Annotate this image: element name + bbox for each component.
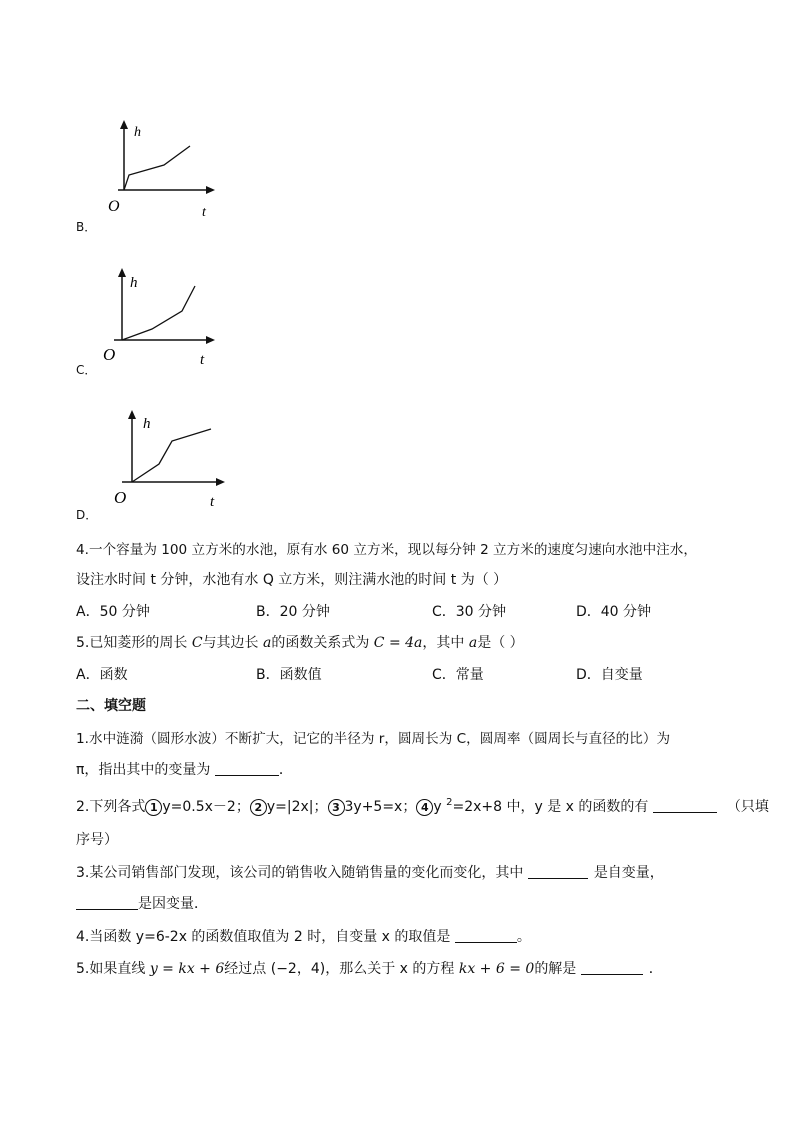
option-letter-b: B． [76,220,97,234]
answer-blank[interactable] [581,960,643,975]
fill-q2-line1 [76,796,769,816]
circled-number-4: 4 [416,799,433,816]
answer-blank[interactable] [76,895,138,910]
q5-formula: C = 4a [373,635,423,651]
fill-q5-mid2: 的解是 [534,961,581,977]
fill-q4-text: 4.当函数 y=6-2x 的函数值取值为 2 时，自变量 x 的取值是 [76,929,455,945]
q4-option-b: B．20 分钟 [256,604,330,620]
fill-q3-line1 [76,862,664,882]
fill-q1-end: ． [278,762,293,778]
q4-option-c: C．30 分钟 [432,604,507,620]
answer-blank[interactable] [528,864,588,879]
graph-option-d [110,405,230,510]
q5-var-a2: a [468,635,478,651]
q5-line [76,632,524,652]
q4-option-d: D．40 分钟 [576,604,652,620]
axis-label-t: t [202,205,206,220]
origin-label: O [114,488,127,507]
axis-label-t: t [210,494,215,510]
fill-q2-expr4a: y [433,799,447,815]
fill-q3-text: 3.某公司销售部门发现，该公司的销售收入随销售量的变化而变化，其中 [76,865,528,881]
q5-option-b: B．函数值 [256,667,322,683]
graph-option-b [100,118,220,223]
option-letter-d: D． [76,508,98,522]
section-heading: 二、填空题 [76,698,146,714]
fill-q4-end: 。 [516,929,531,945]
graph-c-svg [100,265,220,370]
graph-b-svg [100,118,220,223]
circled-number-2: 2 [250,799,267,816]
fill-q3-text3: 是因变量． [138,896,208,912]
fill-q5-line [76,958,663,978]
answer-blank[interactable] [215,761,279,776]
axis-label-h: h [130,275,138,291]
fill-q2-end: （只填 [726,799,769,815]
q5-prefix: 5.已知菱形的周长 [76,635,192,651]
q4-option-a: A．50 分钟 [76,604,150,620]
fill-q5-mid: 经过点 (−2，4)，那么关于 x 的方程 [224,961,459,977]
axis-label-t: t [200,352,205,368]
answer-blank[interactable] [455,928,517,943]
origin-label: O [108,198,120,215]
q5-mid2: 的函数关系式为 [271,635,374,651]
q4-line2: 设注水时间 t 分钟，水池有水 Q 立方米，则注满水池的时间 t 为（ ） [76,572,508,588]
fill-q2-line2: 序号） [76,832,118,848]
q5-var-a: a [262,635,272,651]
q5-option-a: A．函数 [76,667,128,683]
fill-q5-prefix: 5.如果直线 [76,961,150,977]
fill-q1-line1: 1.水中涟漪（圆形水波）不断扩大，记它的半径为 r，圆周长为 C，圆周率（圆周长与直径的比）为 [76,731,671,747]
graph-d-svg [110,405,230,510]
graph-option-c [100,265,220,370]
fill-q5-end: ． [648,961,663,977]
origin-label: O [103,345,116,364]
fill-q1-text: π，指出其中的变量为 [76,762,215,778]
fill-q4-line [76,926,531,946]
q5-suffix: 是（ ） [477,635,524,651]
q4-line1: 4.一个容量为 100 立方米的水池，原有水 60 立方米，现以每分钟 2 立方米的速度匀速向水池中注水， [76,542,697,558]
fill-q2-expr2: y=|2x|； [266,799,328,815]
fill-q1-line2 [76,759,293,779]
fill-q2-superscript: 2 [446,797,453,808]
circled-number-1: 1 [145,799,162,816]
fill-q2-expr3: 3y+5=x； [344,799,417,815]
fill-q2-expr4b: =2x+8 中，y 是 x 的函数的有 [452,799,653,815]
fill-q2-expr1: y=0.5x－2； [162,799,250,815]
answer-blank[interactable] [653,798,717,813]
fill-q5-equation: kx + 6 = 0 [458,961,535,977]
fill-q3-text2: 是自变量， [593,865,664,881]
q5-mid3: ，其中 [422,635,469,651]
axis-label-h: h [143,416,151,432]
q5-mid1: 与其边长 [202,635,263,651]
circled-number-3: 3 [328,799,345,816]
axis-label-h: h [134,125,141,140]
q5-var-c: C [191,635,203,651]
q5-option-c: C．常量 [432,667,484,683]
fill-q5-line-eq: y = kx + 6 [149,961,225,977]
fill-q3-line2 [76,893,208,913]
q5-option-d: D．自变量 [576,667,643,683]
option-letter-c: C． [76,363,97,377]
fill-q2-prefix: 2.下列各式 [76,799,146,815]
